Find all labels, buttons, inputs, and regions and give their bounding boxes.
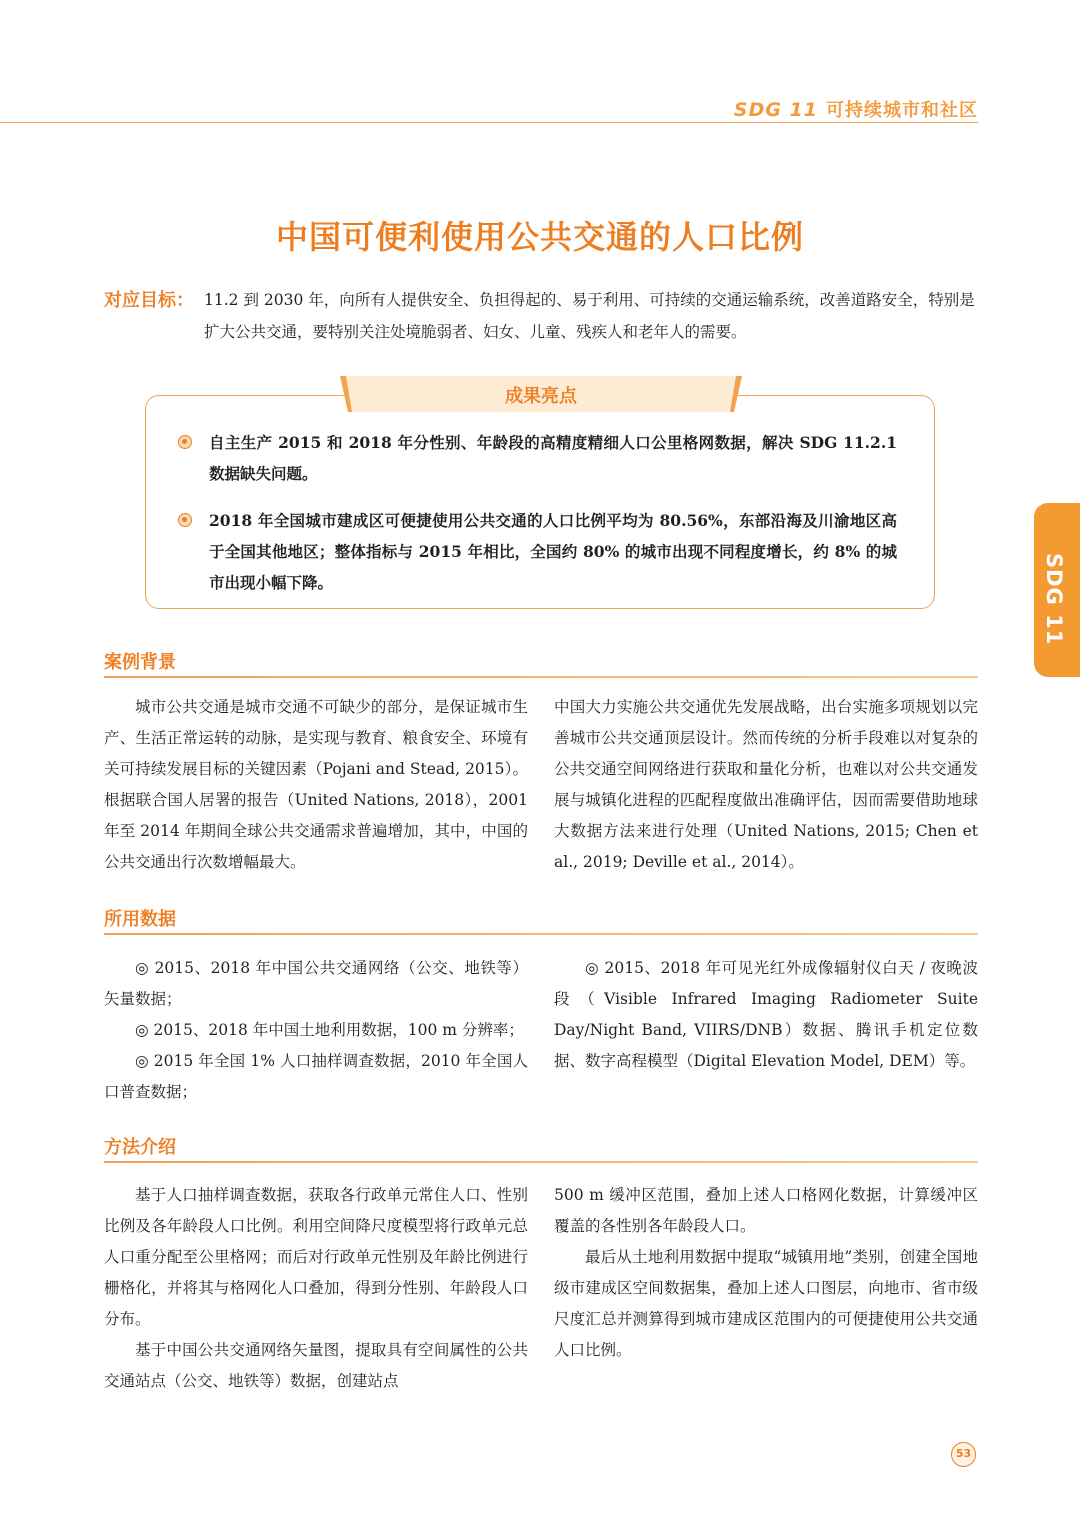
target-text: 11.2 到 2030 年，向所有人提供安全、负担得起的、易于利用、可持续的交通运输系统，改善道路安全，特别是扩大公共交通，要特别关注处境脆弱者、妇女、儿童、残疾人和老年人的需要。 — [204, 291, 975, 341]
side-tab-label: SDG 11 — [1042, 553, 1066, 646]
background-right-column — [554, 692, 978, 878]
method-paragraph: 500 m 缓冲区范围，叠加上述人口格网化数据，计算缓冲区覆盖的各性别各年龄段人口。 — [554, 1186, 978, 1235]
method-paragraph: 基于人口抽样调查数据，获取各行政单元常住人口、性别比例及各年龄段人口比例。利用空间降尺度模型将行政单元总人口重分配至公里格网；而后对行政单元性别及年龄比例进行栅格化，并将其与格网化人口叠加，得到分性别、年龄段人口分布。 — [104, 1186, 528, 1328]
highlights-tab — [340, 376, 742, 412]
method-right-column — [554, 1180, 978, 1366]
method-paragraph: 基于中国公共交通网络矢量图，提取具有空间属性的公共交通站点（公交、地铁等）数据，创建站点 — [104, 1341, 528, 1390]
highlights-title: 成果亮点 — [505, 386, 577, 407]
background-left-text: 城市公共交通是城市交通不可缺少的部分，是保证城市生产、生活正常运转的动脉，是实现与教育、粮食安全、环境有关可持续发展目标的关键因素（Pojani and Stead, 2015）。根据联合国人居署的报告（United Nations, 2018），2001 年至 2014 年期间全球公共交通需求普遍增加，其中，中国的公共交通出行次数增幅最大。 — [104, 698, 528, 871]
method-left-column — [104, 1180, 528, 1397]
section-rule — [104, 676, 978, 678]
header-sdg-label: SDG 11 — [733, 99, 818, 121]
header-divider — [0, 122, 978, 123]
page-title: 中国可便利使用公共交通的人口比例 — [275, 218, 804, 256]
method-heading: 方法介绍 — [104, 1137, 176, 1158]
data-item: ◎ 2015、2018 年中国土地利用数据，100 m 分辨率； — [135, 1021, 524, 1039]
section-rule — [104, 1161, 978, 1163]
data-heading: 所用数据 — [104, 909, 176, 930]
data-item: ◎ 2015、2018 年可见光红外成像辐射仪白天 / 夜晚波段（Visible Infrared Imaging Radiometer Suite Day/Night Band, VIIRS/DNB）数据、腾讯手机定位数据、数字高程模型（Digital Elevation Model, DEM）等。 — [554, 959, 978, 1070]
page-number: 53 — [951, 1442, 976, 1467]
bullet-icon — [178, 513, 192, 527]
target-label: 对应目标： — [104, 290, 194, 311]
data-right-column — [554, 953, 978, 1077]
data-left-column — [104, 953, 528, 1108]
data-item: ◎ 2015 年全国 1% 人口抽样调查数据，2010 年全国人口普查数据； — [104, 1052, 528, 1101]
background-left-column — [104, 692, 528, 878]
background-heading: 案例背景 — [104, 652, 176, 673]
background-right-text: 中国大力实施公共交通优先发展战略，出台实施多项规划以完善城市公共交通顶层设计。然而传统的分析手段难以对复杂的公共交通空间网络进行获取和量化分析，也难以对公共交通发展与城镇化进程的匹配程度做出准确评估，因而需要借助地球大数据方法来进行处理（United Nations, 2015; Chen et al., 2019; Deville et al., 2014）。 — [554, 698, 978, 871]
running-header — [734, 96, 978, 122]
data-item: ◎ 2015、2018 年中国公共交通网络（公交、地铁等）矢量数据； — [104, 959, 528, 1008]
section-rule — [104, 933, 978, 935]
highlight-text: 自主生产 2015 和 2018 年分性别、年龄段的高精度精细人口公里格网数据，解决 SDG 11.2.1 数据缺失问题。 — [209, 433, 897, 483]
highlight-text: 2018 年全国城市建成区可便捷使用公共交通的人口比例平均为 80.56%，东部沿海及川渝地区高于全国其他地区；整体指标与 2015 年相比，全国约 80% 的城市出现不同程度增长，约 8% 的城市出现小幅下降。 — [209, 511, 897, 592]
bullet-icon — [178, 435, 192, 449]
method-paragraph: 最后从土地利用数据中提取“城镇用地”类别，创建全国地级市建成区空间数据集，叠加上述人口图层，向地市、省市级尺度汇总并测算得到城市建成区范围内的可便捷使用公共交通人口比例。 — [554, 1248, 978, 1359]
header-title: 可持续城市和社区 — [826, 100, 978, 121]
